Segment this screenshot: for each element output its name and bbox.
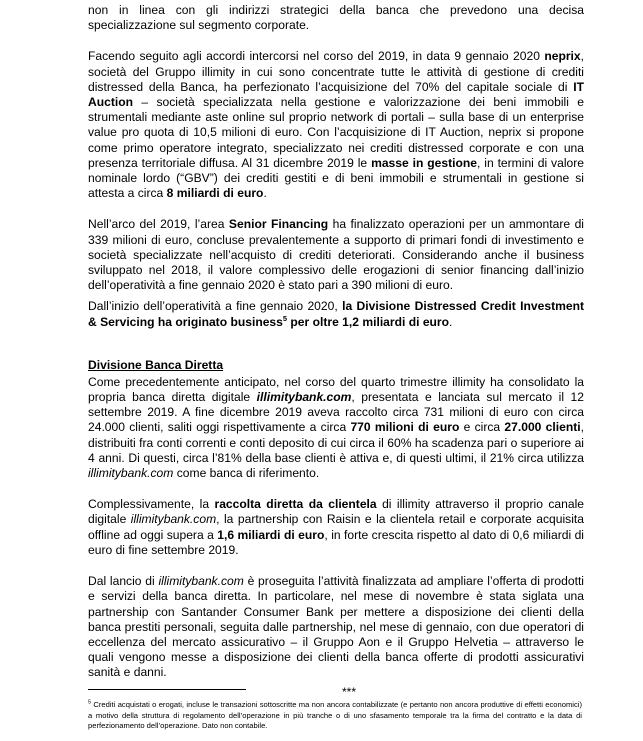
paragraph-senior-financing: Nell’arco del 2019, l’area Senior Financing ha finalizzato operazioni per un ammontare di 339 milioni di euro, concluse prevalentemente a supporto di primari fondi di investimento e società specializzate nell’acquisto di crediti deteriorati. Considerando anche il business sviluppato nel 2018, il valore complessivo delle erogazioni di senior financing dall’inizio dell’operatività a fine gennaio 2020 è stato pari a 390 milioni di euro.	[88, 217, 584, 293]
paragraph-distressed-credit: Dall’inizio dell’operatività a fine gennaio 2020, la Divisione Distressed Credit Investment & Servicing ha originato business$^5$ per oltre 1,2 miliardi di euro.	[88, 299, 584, 329]
footnote	[88, 700, 582, 732]
paragraph-strategy-end: non in linea con gli indirizzi strategici della banca che prevedono una decisa specializzazione sul segmento corporate.	[88, 3, 584, 33]
footnote-divider	[88, 689, 246, 690]
footnote-ref-5: 5	[282, 313, 288, 323]
paragraph-offerta-prodotti: Dal lancio di illimitybank.com è proseguita l’attività finalizzata ad ampliare l’offerta di prodotti e servizi della banca diretta. In particolare, nel mese di novembre è stata siglata una partnership con Santander Consumer Bank per mettere a disposizione dei clienti della banca prestiti personali, seguita dalle partnership, nel mese di gennaio, con due operatori di eccellenza del mercato assicurativo – il Gruppo Aon e il Gruppo Helvetia – attraverso le quali vengono messe a disposizione dei clienti della banca offerte di prodotti assicurativi sanità e danni.	[88, 574, 584, 680]
section-heading-banca-diretta: Divisione Banca Diretta	[88, 357, 224, 372]
document-page	[88, 0, 584, 700]
paragraph-raccolta-diretta: Complessivamente, la raccolta diretta da clientela di illimity attraverso il proprio canale digitale illimitybank.com, la partnership con Raisin e la clientela retail e corporate acquisita offline ad oggi supera a 1,6 miliardi di euro, in forte crescita rispetto al dato di 0,6 miliardi di euro di fine settembre 2019.	[88, 497, 584, 557]
paragraph-neprix: Facendo seguito agli accordi intercorsi nel corso del 2019, in data 9 gennaio 2020 neprix, società del Gruppo illimity in cui sono concentrate tutte le attività di gestione di crediti distressed della Banca, ha perfezionato l’acquisizione del 70% del capitale sociale di IT Auction – società specializzata nella gestione e valorizzazione dei beni immobili e strumentali mediante aste online sul proprio network di portali – sulla base di un enterprise value pro quota di 10,5 milioni di euro. Con l’acquisizione di IT Auction, neprix si propone come primo operatore integrato, specializzato nei crediti distressed corporate e con una presenza territoriale diffusa. Al 31 dicembre 2019 le masse in gestione, in termini di valore nominale lordo (“GBV”) dei crediti gestiti e di beni immobili e strumentali in gestione si attesta a circa 8 miliardi di euro.	[88, 49, 584, 201]
section-separator: ***	[341, 684, 356, 699]
footnote-number: 5	[88, 699, 92, 706]
footnote-text: Crediti acquistati o erogati, incluse le transazioni sottoscritte ma non ancora contabilizzate (e pertanto non ancora produttive di effetti economici) a motivo della struttura di regolamento dell’operazione in più tranche o di uno sfasamento temporale tra la firma del contratto e la data di perfezionamento dell’operazione. Dato non contabile.	[88, 700, 582, 731]
paragraph-banca-diretta: Come precedentemente anticipato, nel corso del quarto trimestre illimity ha consolidato la propria banca diretta digitale illimitybank.com, presentata e lanciata sul mercato il 12 settembre 2019. A fine dicembre 2019 aveva raccolto circa 731 milioni di euro con circa 24.000 clienti, saliti oggi rispettivamente a circa 770 milioni di euro e circa 27.000 clienti, distribuiti fra conti correnti e conti deposito di cui circa il 60% ha scadenza pari o superiore ai 4 anni. Di questi, circa l’81% della base clienti è attiva e, di questi ultimi, il 21% circa utilizza illimitybank.com come banca di riferimento.	[88, 374, 584, 481]
